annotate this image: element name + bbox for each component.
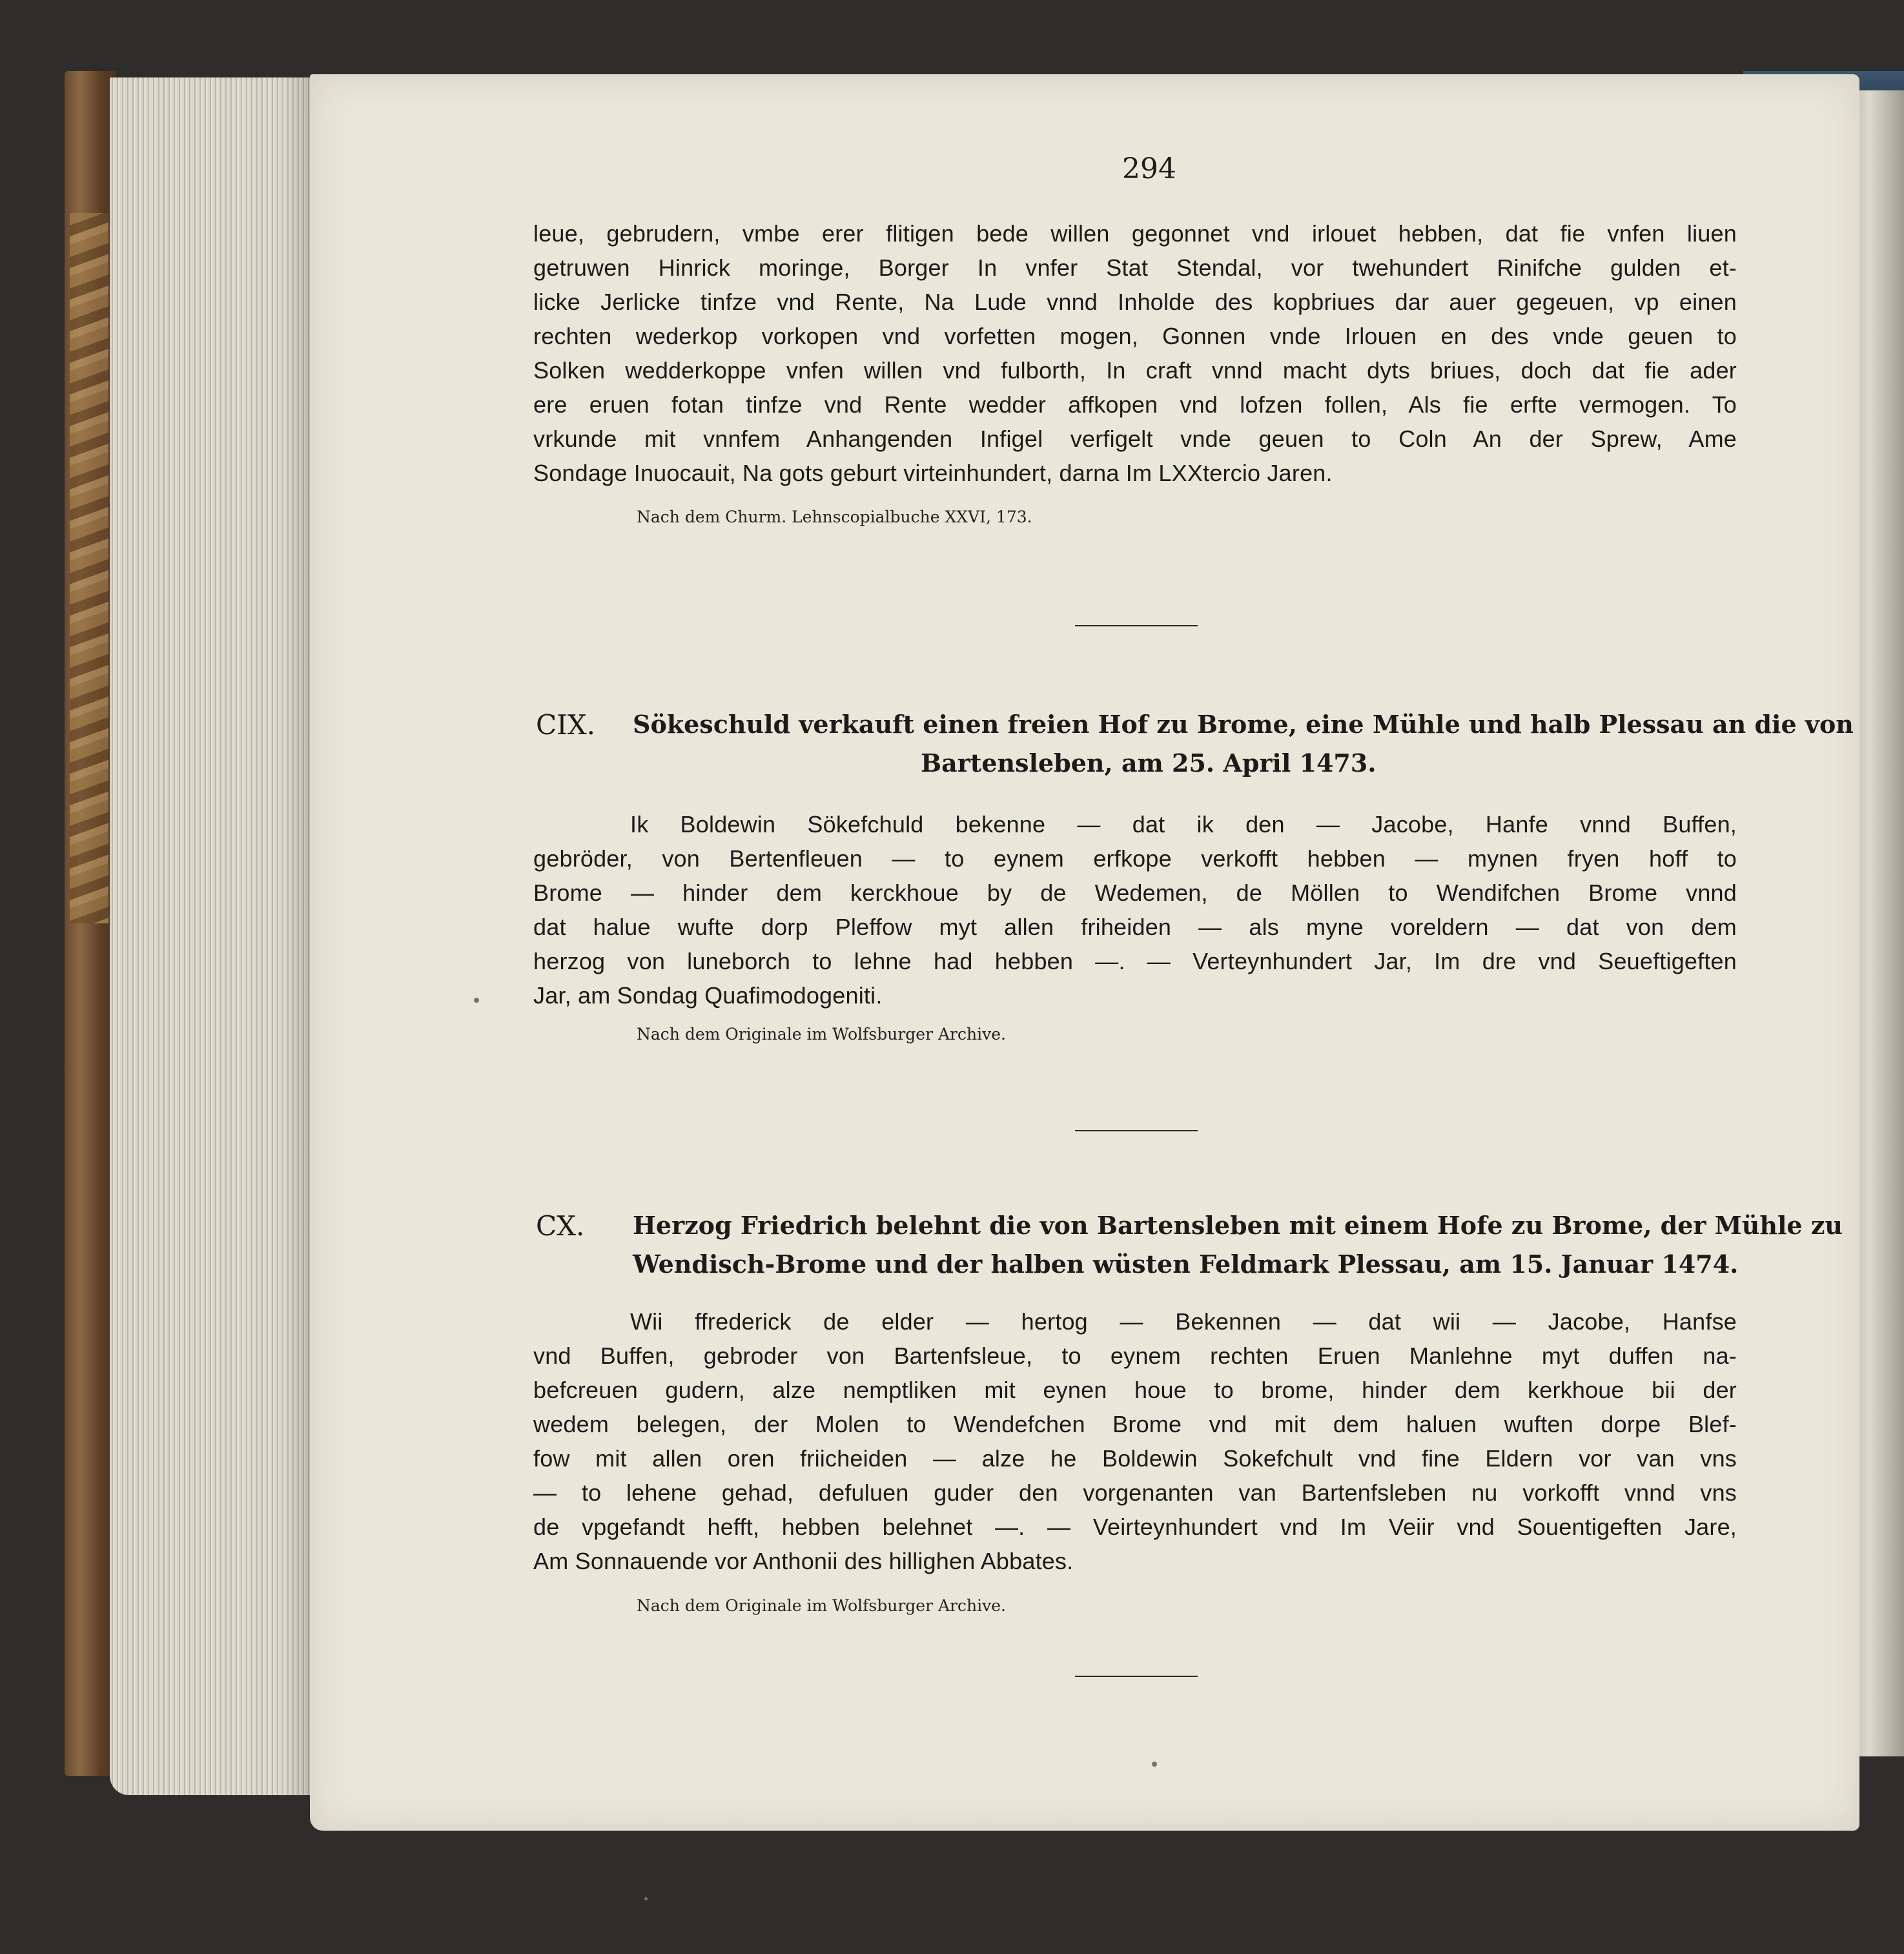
text-line: befcreuen gudern, alze nemptliken mit eynen houe to brome, hinder dem kerkhoue bii der [533,1377,1737,1403]
text-line: licke Jerlicke tinfze vnd Rente, Na Lude vnnd Inholde des kopbriues dar auer gegeuen, vp einen [533,289,1737,315]
text-line: ere eruen fotan tinfze vnd Rente wedder affkopen vnd lofzen follen, Als fie erfte vermogen. To [533,391,1737,418]
text-line: getruwen Hinrick moringe, Borger In vnfer Stat Stendal, vor twehundert Rinifche gulden et- [533,254,1737,281]
section-divider [1075,1676,1198,1677]
text-line: Brome — hinder dem kerckhoue by de Wedemen, de Möllen to Wendifchen Brome vnnd [533,879,1737,906]
section-body [533,807,1737,1013]
source-note: Nach dem Originale im Wolfsburger Archive. [637,1025,1006,1044]
marbled-cover-pattern [70,213,108,923]
paper-speck [1152,1762,1157,1767]
text-line: de vpgefandt hefft, hebben belehnet —. — Veirteynhundert vnd Im Veiir vnd Souentigeften Jare, [533,1514,1737,1540]
section-body [533,1304,1737,1578]
text-line: Am Sonnauende vor Anthonii des hillighen Abbates. [533,1548,1074,1574]
section-number: CIX. [536,709,595,741]
text-line: vnd Buffen, gebroder von Bartenfsleue, to eynem rechten Eruen Manlehne myt duffen na- [533,1342,1737,1369]
text-line: gebröder, von Bertenfleuen — to eynem erfkope verkofft hebben — mynen fryen hoff to [533,845,1737,872]
text-line: — to lehene gehad, defuluen guder den vorgenanten van Bartenfsleben nu vorkofft vnnd vns [533,1479,1737,1506]
text-line: Solken wedderkoppe vnfen willen vnd fulborth, In craft vnnd macht dyts briues, doch dat fie ader [533,357,1737,384]
page-number: 294 [1122,152,1176,185]
text-line: vrkunde mit vnnfem Anhangenden Infigel verfigelt vnde geuen to Coln An der Sprew, Ame [533,426,1737,452]
text-line: rechten wederkop vorkopen vnd vorfetten mogen, Gonnen vnde Irlouen en des vnde geuen to [533,323,1737,349]
paper-speck [644,1897,648,1900]
intro-paragraph [533,216,1737,490]
section-divider [1075,1130,1198,1131]
source-note: Nach dem Originale im Wolfsburger Archive. [637,1596,1006,1615]
text-line: Ik Boldewin Sökefchuld bekenne — dat ik den — Jacobe, Hanfe vnnd Buffen, [630,811,1737,838]
section-title-line: Herzog Friedrich belehnt die von Bartensleben mit einem Hofe zu Brome, der Mühle zu [633,1211,1843,1240]
text-line: Wii ffrederick de elder — hertog — Bekennen — dat wii — Jacobe, Hanfse [630,1308,1737,1335]
text-line: leue, gebrudern, vmbe erer flitigen bede willen gegonnet vnd irlouet hebben, dat fie vnfen liuen [533,220,1737,247]
text-line: wedem belegen, der Molen to Wendefchen Brome vnd mit dem haluen wuften dorpe Blef- [533,1411,1737,1437]
section-divider [1075,625,1198,626]
section-title-line: Bartensleben, am 25. April 1473. [921,748,1377,777]
text-line: Sondage Inuocauit, Na gots geburt virteinhundert, darna Im LXXtercio Jaren. [533,460,1333,486]
paper-speck [474,998,479,1003]
section-title-line: Wendisch-Brome und der halben wüsten Feldmark Plessau, am 15. Januar 1474. [633,1250,1739,1279]
section-number: CX. [536,1210,585,1242]
source-note: Nach dem Churm. Lehnscopialbuche XXVI, 173. [637,508,1032,526]
text-line: dat halue wufte dorp Pleffow myt allen friheiden — als myne voreldern — dat von dem [533,914,1737,940]
text-line: herzog von luneborch to lehne had hebben —. — Verteynhundert Jar, Im dre vnd Seueftigeften [533,948,1737,974]
text-line: fow mit allen oren friicheiden — alze he Boldewin Sokefchult vnd fine Eldern vor van vns [533,1445,1737,1472]
text-line: Jar, am Sondag Quafimodogeniti. [533,982,883,1009]
section-title-line: Sökeschuld verkauft einen freien Hof zu Brome, eine Mühle und halb Plessau an die von [633,710,1854,739]
